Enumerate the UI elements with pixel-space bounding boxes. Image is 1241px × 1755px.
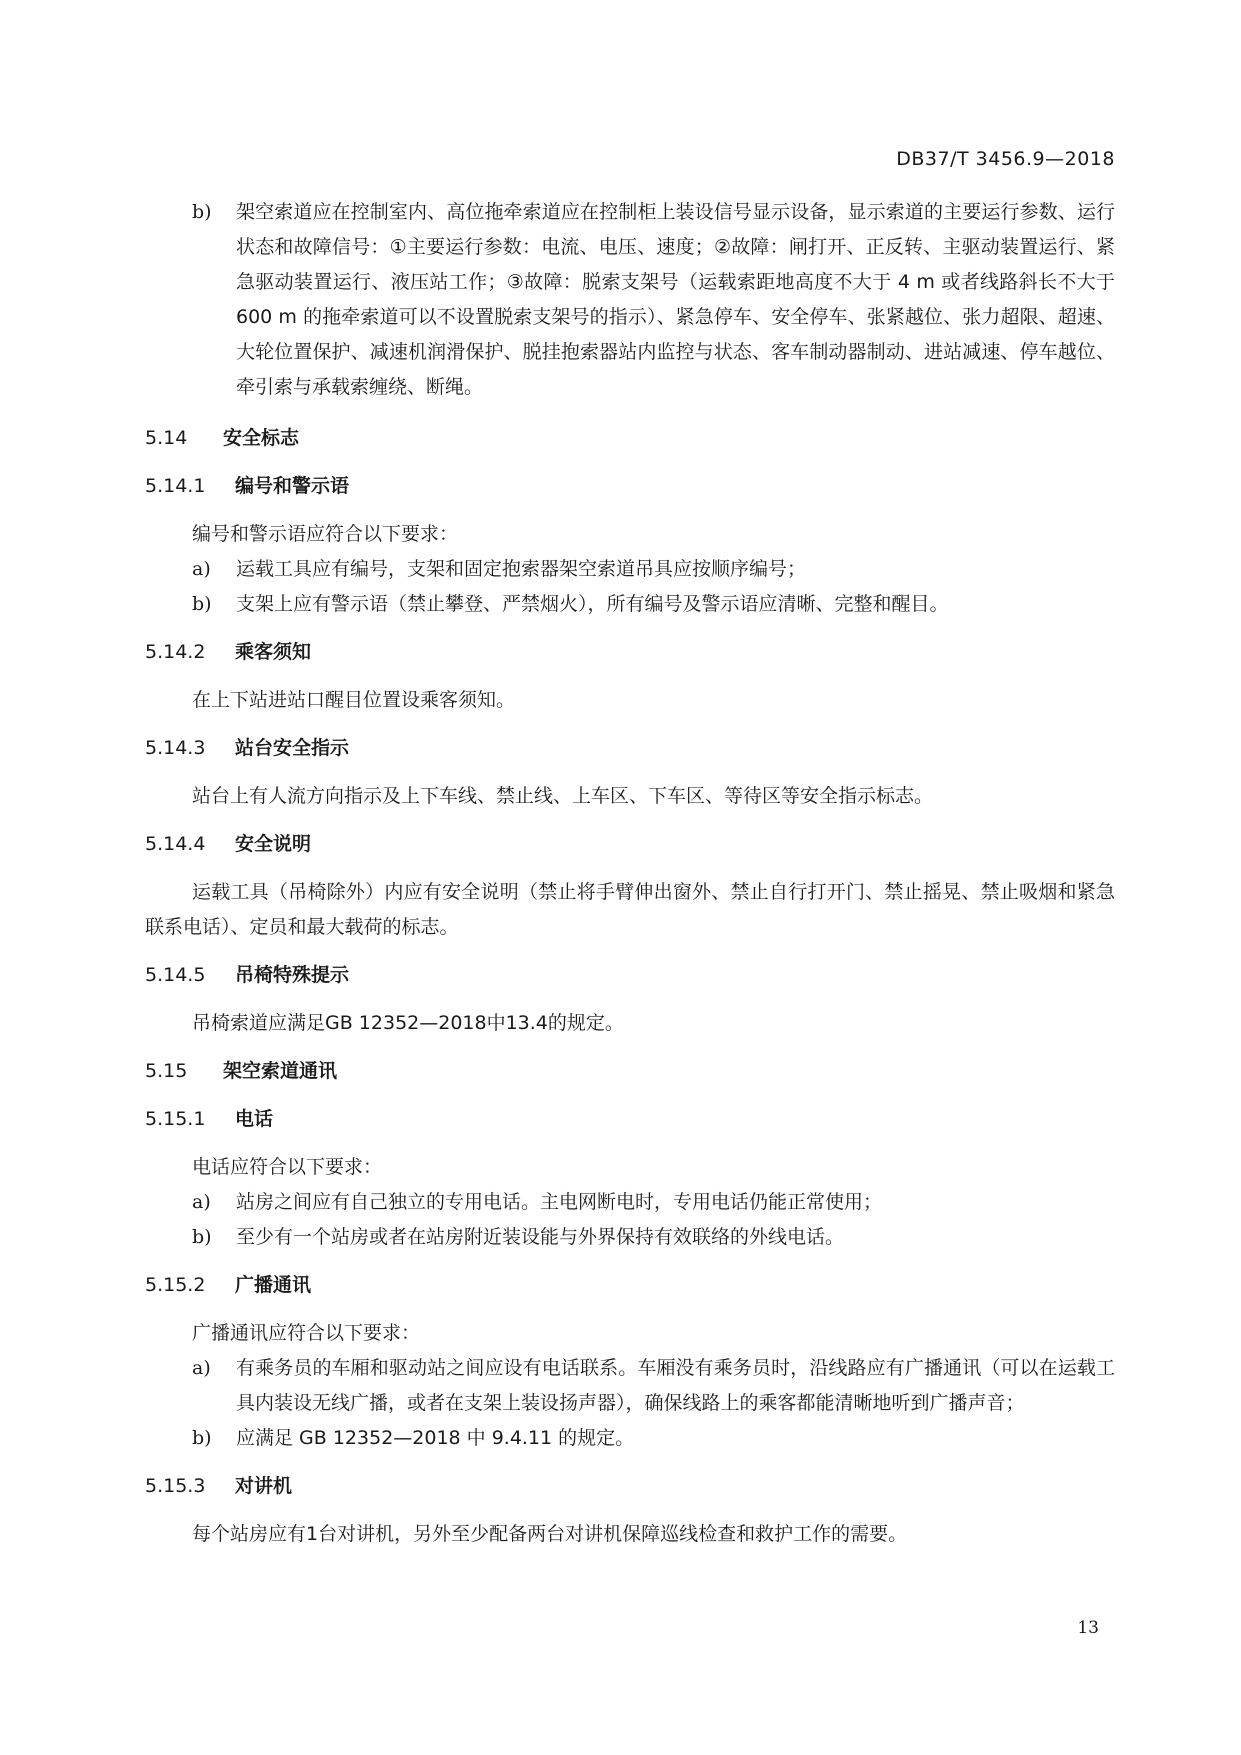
- item-text: 架空索道应在控制室内、高位拖牵索道应在控制柜上装设信号显示设备，显示索道的主要运行参数、运行状态和故障信号：①主要运行参数：电流、电压、速度；②故障：闸打开、正反转、主驱动装置运行、紧急驱动装置运行、液压站工作；③故障：脱索支架号（运载索距地高度不大于 4 m 或者线路斜长不大于 600 m 的拖牵索道可以不设置脱索支架号的指示）、紧急停车、安全停车、张紧越位、张力超限、超速、大轮位置保护、减速机润滑保护、脱挂抱索器站内监控与状态、客车制动器制动、进站减速、停车越位、牵引索与承载索缠绕、断绳。: [236, 201, 1115, 398]
- list-item: [192, 1351, 1115, 1421]
- section-heading: [145, 1268, 1115, 1303]
- section-heading: [145, 469, 1115, 504]
- section-heading: [145, 731, 1115, 766]
- list-item: [192, 1421, 1115, 1456]
- item-text: 站房之间应有自己独立的专用电话。主电网断电时，专用电话仍能正常使用；: [236, 1191, 883, 1213]
- section-number: 5.15: [145, 1060, 188, 1082]
- item-label: a): [192, 1357, 211, 1379]
- paragraph: 吊椅索道应满足GB 12352—2018中13.4的规定。: [192, 1012, 624, 1034]
- section-heading: [145, 1102, 1115, 1137]
- section-number: 5.14.5: [145, 964, 206, 986]
- paragraph: 站台上有人流方向指示及上下车线、禁止线、上车区、下车区、等待区等安全指示标志。: [192, 785, 934, 807]
- section-heading: [145, 1054, 1115, 1089]
- list-item: [192, 195, 1115, 405]
- page-content: [145, 195, 1115, 1552]
- section-number: 5.15.2: [145, 1274, 206, 1296]
- item-label: b): [192, 593, 212, 615]
- section-title: 架空索道通讯: [223, 1060, 338, 1082]
- item-text: 支架上应有警示语（禁止攀登、严禁烟火），所有编号及警示语应清晰、完整和醒目。: [236, 593, 949, 615]
- item-label: b): [192, 201, 212, 223]
- section-title: 编号和警示语: [235, 475, 350, 497]
- section-number: 5.15.1: [145, 1108, 206, 1130]
- paragraph: 在上下站进站口醒目位置设乘客须知。: [192, 689, 516, 711]
- paragraph: 广播通讯应符合以下要求：: [192, 1322, 421, 1344]
- section-title: 吊椅特殊提示: [235, 964, 350, 986]
- list-item: [192, 1185, 1115, 1220]
- section-heading: [145, 1469, 1115, 1504]
- section-title: 站台安全指示: [235, 737, 350, 759]
- section-heading: [145, 421, 1115, 456]
- item-text: 应满足 GB 12352—2018 中 9.4.11 的规定。: [236, 1427, 635, 1449]
- paragraph: 编号和警示语应符合以下要求：: [192, 523, 459, 545]
- section-title: 广播通讯: [235, 1274, 312, 1296]
- section-number: 5.15.3: [145, 1475, 206, 1497]
- paragraph: 电话应符合以下要求：: [192, 1156, 383, 1178]
- section-number: 5.14.3: [145, 737, 206, 759]
- section-number: 5.14.2: [145, 641, 206, 663]
- paragraph: 运载工具（吊椅除外）内应有安全说明（禁止将手臂伸出窗外、禁止自行打开门、禁止摇晃、禁止吸烟和紧急联系电话）、定员和最大载荷的标志。: [145, 881, 1115, 938]
- section-title: 乘客须知: [235, 641, 312, 663]
- item-text: 有乘务员的车厢和驱动站之间应设有电话联系。车厢没有乘务员时，沿线路应有广播通讯（可以在运载工具内装设无线广播，或者在支架上装设扬声器），确保线路上的乘客都能清晰地听到广播声音；: [236, 1357, 1115, 1414]
- section-title: 电话: [235, 1108, 274, 1130]
- paragraph: 每个站房应有1台对讲机，另外至少配备两台对讲机保障巡线检查和救护工作的需要。: [192, 1523, 908, 1545]
- list-item: [192, 587, 1115, 622]
- item-label: b): [192, 1427, 212, 1449]
- item-label: b): [192, 1226, 212, 1248]
- item-label: a): [192, 558, 211, 580]
- section-number: 5.14.1: [145, 475, 206, 497]
- section-heading: [145, 958, 1115, 993]
- list-item: [192, 552, 1115, 587]
- section-number: 5.14.4: [145, 833, 206, 855]
- item-text: 运载工具应有编号，支架和固定抱索器架空索道吊具应按顺序编号；: [236, 558, 807, 580]
- section-title: 安全说明: [235, 833, 312, 855]
- section-number: 5.14: [145, 427, 188, 449]
- document-code: DB37/T 3456.9—2018: [896, 148, 1115, 170]
- section-heading: [145, 635, 1115, 670]
- list-item: [192, 1220, 1115, 1255]
- section-heading: [145, 827, 1115, 862]
- item-label: a): [192, 1191, 211, 1213]
- page-number: 13: [1077, 1618, 1099, 1638]
- section-title: 安全标志: [223, 427, 300, 449]
- item-text: 至少有一个站房或者在站房附近装设能与外界保持有效联络的外线电话。: [236, 1226, 845, 1248]
- section-title: 对讲机: [235, 1475, 293, 1497]
